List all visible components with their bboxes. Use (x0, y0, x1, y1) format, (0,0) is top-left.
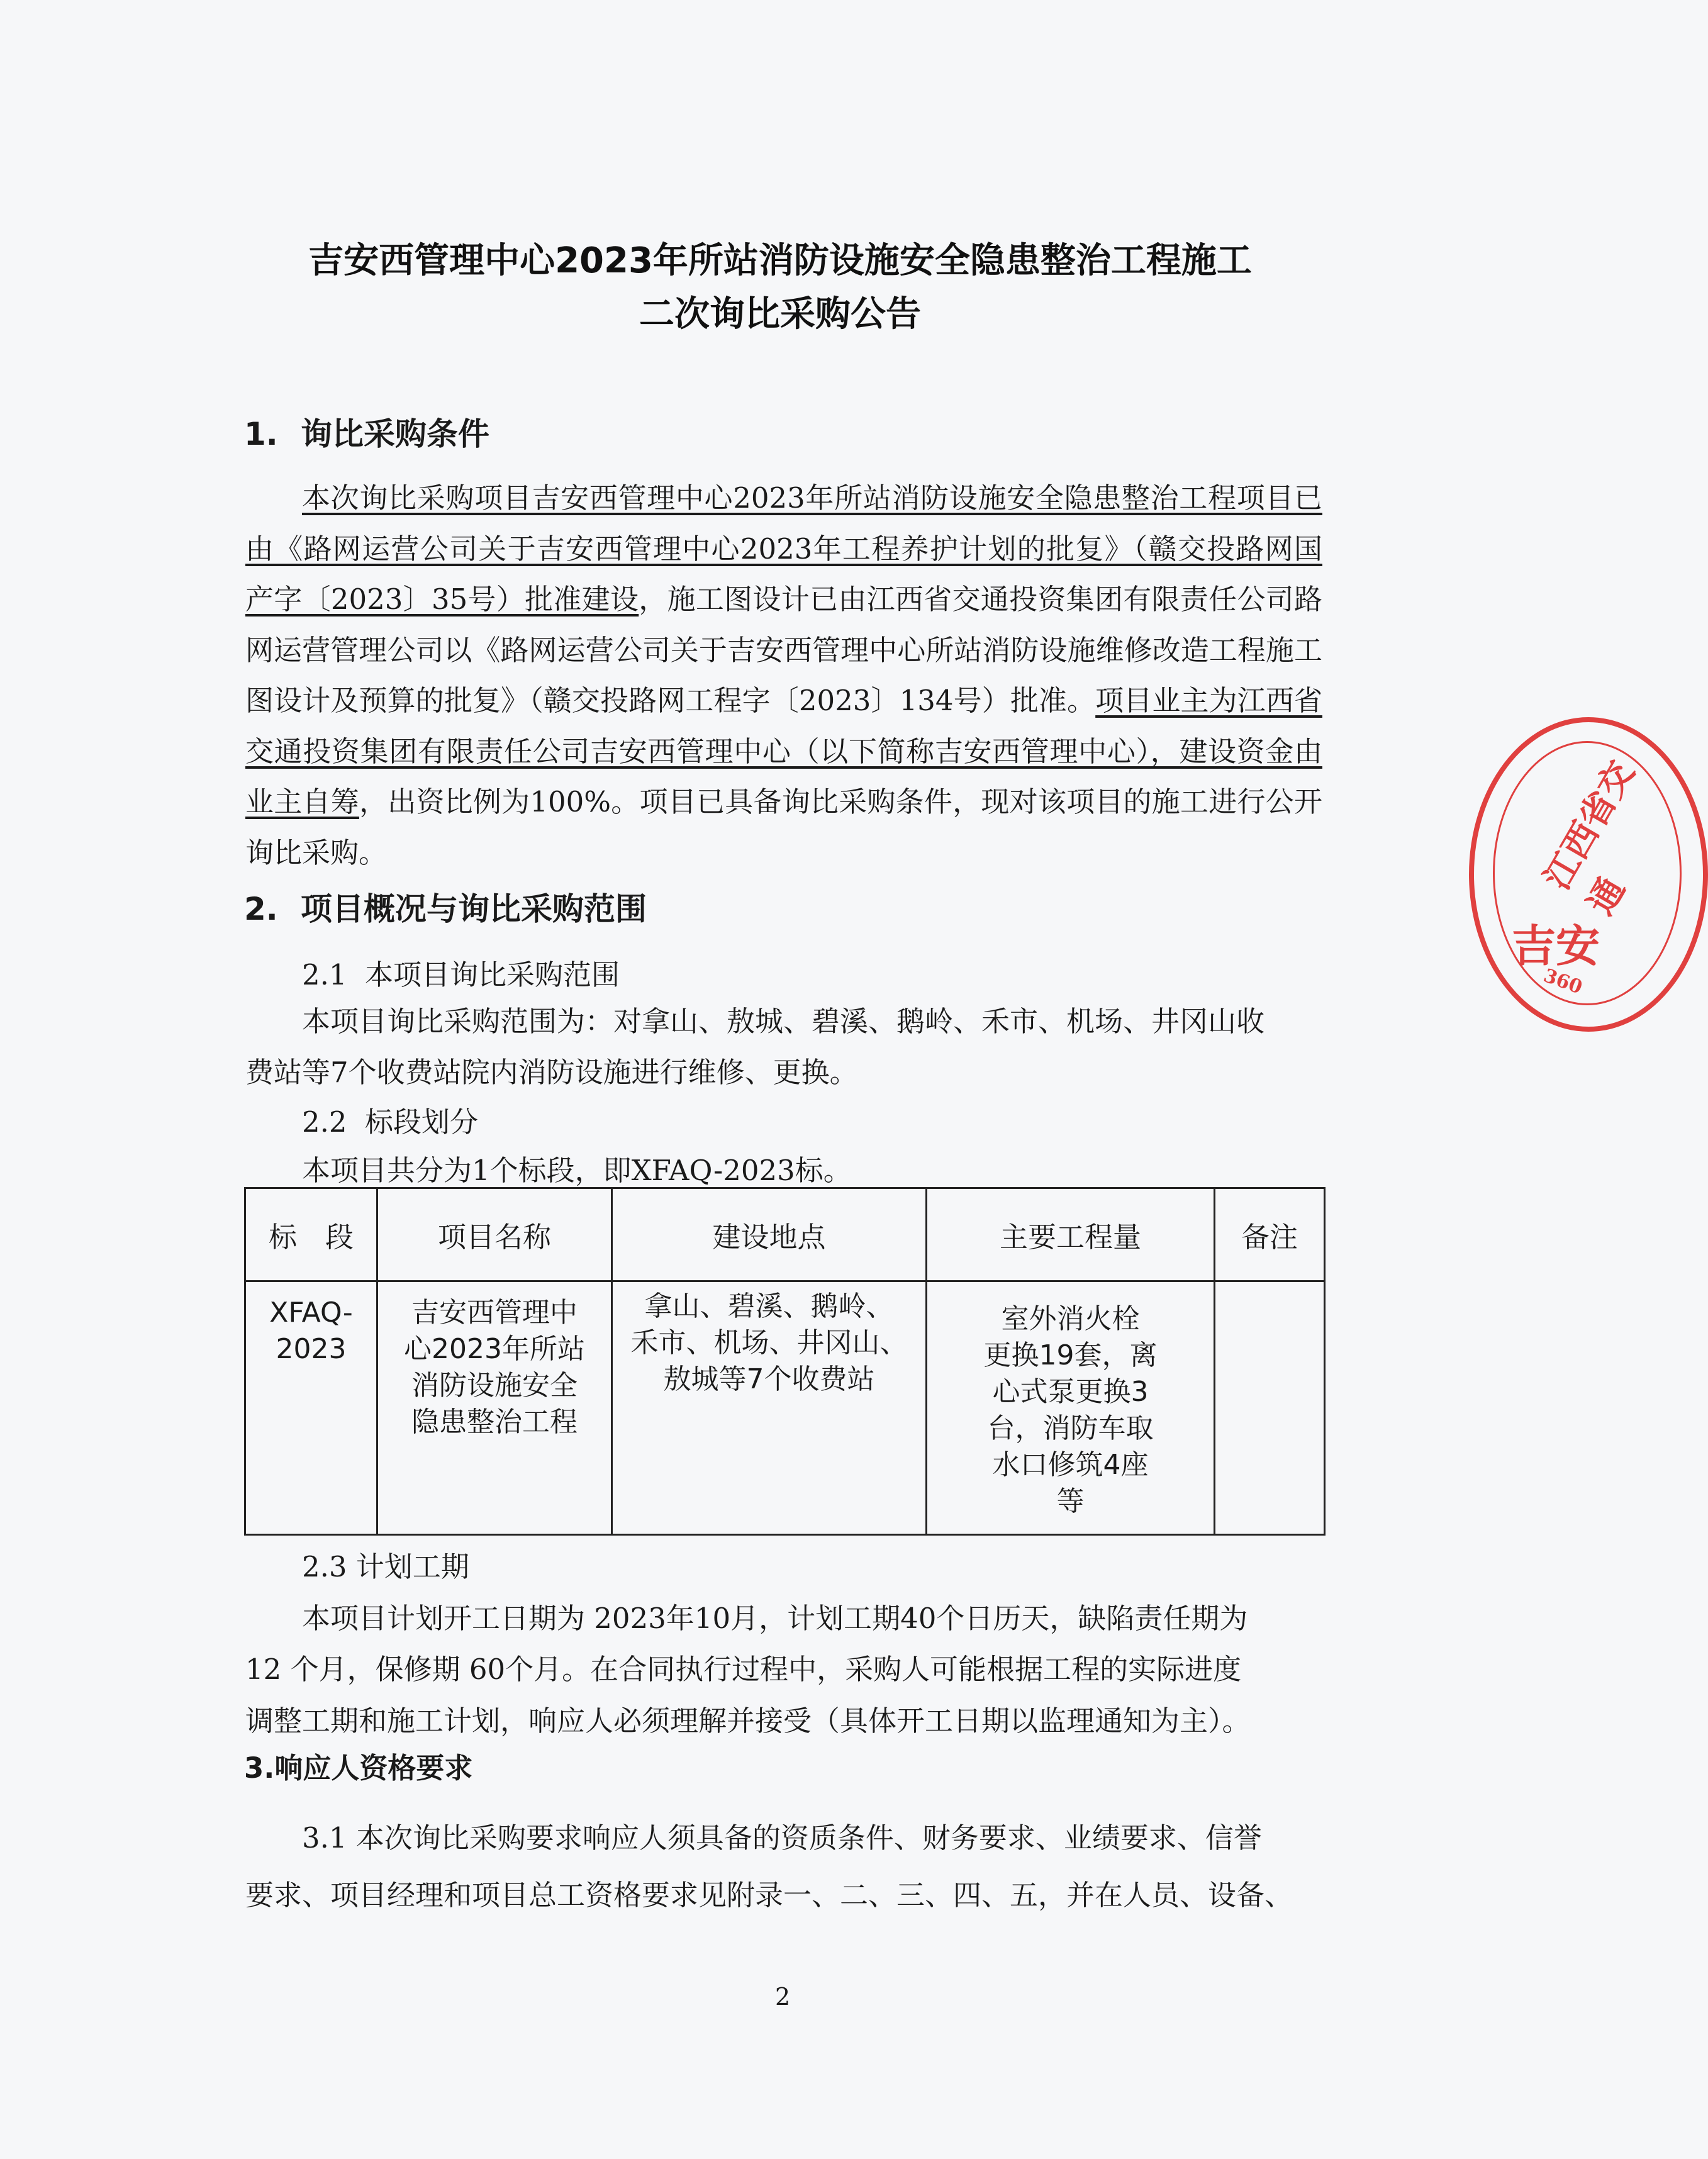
subsection-2-1-title: 2.1 本项目询比采购范围 (302, 958, 620, 991)
qualification-line-2: 要求、项目经理和项目总工资格要求见附录一、二、三、四、五，并在人员、设备、 (245, 1878, 1293, 1912)
section-1-paragraph (245, 473, 1322, 878)
section-title: 询比采购条件 (301, 416, 489, 452)
title-line-2: 二次询比采购公告 (639, 294, 921, 335)
title-line-1: 吉安西管理中心2023年所站消防设施安全隐患整治工程施工 (308, 240, 1252, 281)
page-number: 2 (775, 1983, 791, 2011)
header-cell: 主要工程量 (927, 1188, 1215, 1281)
schedule-line-1: 本项目计划开工日期为 2023年10月，计划工期40个日历天，缺陷责任期为 (302, 1602, 1248, 1635)
quantity-cell: 室外消火栓 更换19套，离 心式泵更换3 台，消防车取 水口修筑4座 等 (927, 1281, 1215, 1535)
section-1-heading (244, 412, 489, 456)
section-cell: XFAQ- 2023 (245, 1281, 377, 1535)
table-header-row (245, 1188, 1325, 1281)
seal-code: 360 (1540, 964, 1585, 999)
header-cell: 建设地点 (612, 1188, 927, 1281)
paragraph-text: ，出资比例为100%。项目已具备询比采购条件，现对该项目的施工进行公开询比采购。 (245, 785, 1322, 869)
official-seal-stamp (1469, 717, 1708, 1032)
section-3-heading: 3.响应人资格要求 (244, 1751, 473, 1785)
schedule-line-3: 调整工期和施工计划，响应人必须理解并接受（具体开工日期以监理通知为主）。 (245, 1704, 1251, 1738)
underlined-text: 项目业主为江西省交通投资集团有限责任公司吉安西管理中心（以下简称吉安西管理中心），建设资金由业主自筹 (245, 684, 1322, 818)
project-name-cell: 吉安西管理中 心2023年所站 消防设施安全 隐患整治工程 (377, 1281, 612, 1535)
seal-arc-text: 江西省交通 (1536, 754, 1643, 922)
header-cell: 标 段 (245, 1188, 377, 1281)
subsection-2-3-title: 2.3 计划工期 (302, 1550, 469, 1583)
header-cell: 备注 (1215, 1188, 1325, 1281)
section-title: 项目概况与询比采购范围 (301, 891, 647, 927)
section-2-heading (244, 887, 647, 931)
section-number: 2. (244, 891, 278, 927)
scope-line-2: 费站等7个收费站院内消防设施进行维修、更换。 (245, 1056, 858, 1089)
schedule-line-2: 12 个月，保修期 60个月。在合同执行过程中，采购人可能根据工程的实际进度 (245, 1653, 1242, 1686)
seal-text: 吉安 (1512, 920, 1600, 972)
scope-line-1: 本项目询比采购范围为：对拿山、敖城、碧溪、鹅岭、禾市、机场、井冈山收 (302, 1005, 1265, 1038)
section-number: 1. (244, 416, 278, 452)
section-split-text: 本项目共分为1个标段，即XFAQ-2023标。 (302, 1154, 852, 1187)
paragraph-text: ，施工图设计已由江西省交通投资集团有限责任公司路网运营管理公司以《路网运营公司关于吉安西管理中心所站消防设施维修改造工程施工图设计及预算的批复》（赣交投路网工程字〔2023〕134号）批准。 (245, 583, 1322, 717)
header-cell: 项目名称 (377, 1188, 612, 1281)
underlined-text: 本次询比采购项目吉安西管理中心2023年所站消防设施安全隐患整治工程项目已由《路网运营公司关于吉安西管理中心2023年工程养护计划的批复》（赣交投路网国产字〔2023〕35号）批准建设 (245, 481, 1322, 616)
remark-cell (1215, 1281, 1325, 1535)
qualification-line-1: 3.1 本次询比采购要求响应人须具备的资质条件、财务要求、业绩要求、信誉 (302, 1821, 1262, 1855)
subsection-2-2-title: 2.2 标段划分 (302, 1105, 479, 1139)
section-table (244, 1187, 1326, 1536)
location-cell: 拿山、碧溪、鹅岭、 禾市、机场、井冈山、 敖城等7个收费站 (612, 1281, 927, 1535)
table-row (245, 1281, 1325, 1535)
